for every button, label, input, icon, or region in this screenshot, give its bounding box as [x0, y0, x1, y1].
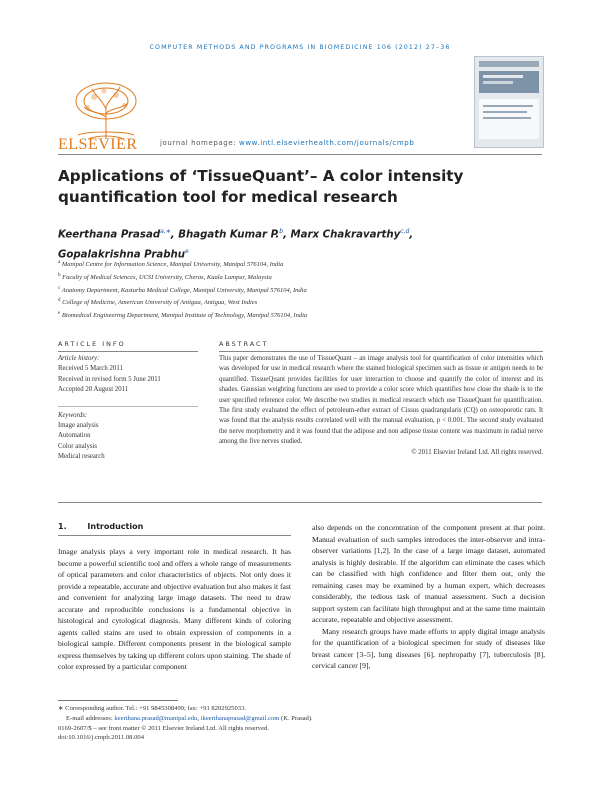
author-1: Keerthana Prasad — [58, 229, 161, 241]
abstract-body — [219, 354, 543, 458]
info-rule — [58, 351, 198, 352]
author-1-affil[interactable]: a,∗ — [160, 228, 171, 235]
keyword-item: Automation — [58, 432, 91, 440]
email-label: E-mail addresses: — [66, 714, 115, 722]
affiliation-item: $^c$ Anatomy Department, Kasturba Medical College, Manipal University, Manipal 576104, India — [58, 285, 307, 294]
email-link-2[interactable]: ikeerthanaprasad@gmail.com — [200, 714, 280, 722]
affiliations — [58, 258, 538, 322]
footnotes: ∗ Corresponding author. Tel.: +91 9845308499; fax: +91 8202925033. E-mail addresses: keerthana.prasad@manipal.edu, ikeerthanaprasad@gmail.com (K. Prasad). 0169-2607/$ – see front matter © 2011 Elsevier Ireland Ltd. All rights reserved. doi:10.1016/j.cmpb.2011.08.004 — [58, 700, 542, 743]
title-line-2: quantification tool for medical research — [58, 188, 398, 206]
history-item: Received 5 March 2011 — [58, 365, 123, 373]
keyword-item: Color analysis — [58, 442, 98, 450]
affiliation-item: $^d$ College of Medicine, American University of Antigua, Antigua, West Indies — [58, 298, 258, 307]
section-rule — [58, 535, 291, 536]
intro-left-column: Image analysis plays a very important role in medical research. It has become a powerful scientific tool and offers a whole range of measurements of optical parameters and color characteristics of objects. Not only does it provide a repeatable, accurate and objective evaluation but also makes it fast and convenient for analyzing large image datasets. The need to draw accurate and reproducible conclusions is a fundamental objective in histological and cytological diagnosis. Many different kinds of coloring agents called stains are used to obtain expression of components in a biological sample. Different components present in the biological sample express themselves by taking up different colors upon staining. The shade of color expressed by a particular component — [58, 547, 291, 671]
journal-homepage — [160, 139, 414, 147]
corresponding-author-note: ∗ Corresponding author. Tel.: +91 9845308499; fax: +91 8202925033. — [58, 705, 247, 712]
author-2: Bhagath Kumar P. — [178, 229, 280, 241]
intro-right-column — [312, 522, 545, 672]
keywords-label: Keywords: — [58, 411, 88, 419]
history-item: Received in revised form 5 June 2011 — [58, 375, 161, 383]
affiliation-item: $^b$ Faculty of Medical Sciences, UCSI University, Cheras, Kuala Lumpur, Malaysia — [58, 272, 272, 281]
affiliation-item: $^e$ Biomedical Engineering Department, Manipal Institute of Technology, Manipal 576104, India — [58, 311, 308, 320]
article-title — [58, 166, 528, 208]
homepage-url[interactable]: www.intl.elsevierhealth.com/journals/cmpb — [239, 139, 415, 147]
section-number: 1. — [58, 522, 67, 531]
keyword-item: Image analysis — [58, 422, 99, 430]
author-list: Keerthana Prasad$^{a,∗}$, Bhagath Kumar P.$^b$, Marx Chakravarthy$^{c,d}$, Gopalakrishna Prabhu$^e$ — [58, 228, 414, 261]
abstract-header: ABSTRACT — [219, 340, 269, 348]
homepage-label: journal homepage: — [160, 139, 240, 147]
section-heading — [58, 522, 143, 531]
abstract-text: This paper demonstrates the use of TissueQuant – an image analysis tool for quantification of color intensities which was developed for use in medical research where the stained biological specimen such as tissue or antigen needs to be quantified. TissueQuant provides facilities for user interaction to choose and quantify the color of interest and its shades. Gaussian weighting functions are used to provide a color score which quantifies how close the shade is to the user specified reference color. We describe two studies in medical research which use TissueQuant for quantification. The first study evaluated the effect of petroleum-ether extract of Cissus quadrangularis (CQ) on osteoporotic rats. It was found that the analysis results correlated well with the manual evaluation, p < 0.001. The second study evaluated the nerve morphometry and it was found that the adipose and non adipose tissue content was maximum in radial nerve among the five nerves studied. — [219, 355, 543, 446]
journal-cover-thumbnail — [474, 56, 544, 148]
author-3: Marx Chakravarthy — [290, 229, 401, 241]
article-info-header: ARTICLE INFO — [58, 340, 126, 348]
title-line-1: Applications of ‘TissueQuant’– A color intensity — [58, 167, 464, 185]
author-3-affil[interactable]: c,d — [400, 228, 410, 235]
history-item: Accepted 20 August 2011 — [58, 386, 129, 394]
intro-right-paragraph-2: Many research groups have made efforts to apply digital image analysis for the quantification of a biological specimen for study of diseases like breast cancer [3–5], lung diseases [6], nephropathy [7], tuberculosis [8], cervical cancer [9], — [312, 626, 545, 670]
journal-citation-line: COMPUTER METHODS AND PROGRAMS IN BIOMEDICINE 106 (2012) 27–36 — [149, 44, 451, 51]
issn-line: 0169-2607/$ – see front matter © 2011 Elsevier Ireland Ltd. All rights reserved. — [58, 724, 269, 732]
history-label: Article history: — [58, 355, 100, 362]
doi-line[interactable]: doi:10.1016/j.cmpb.2011.08.004 — [58, 734, 145, 742]
author-4: Gopalakrishna Prabhu — [58, 249, 186, 261]
email-link-1[interactable]: keerthana.prasad@manipal.edu — [114, 714, 198, 722]
author-4-affil[interactable]: e — [185, 248, 189, 256]
author-2-affil[interactable]: b — [279, 228, 284, 235]
abstract-rule — [219, 351, 543, 352]
abstract-copyright: © 2011 Elsevier Ireland Ltd. All rights reserved. — [411, 448, 543, 456]
abstract-bottom-rule — [58, 502, 542, 503]
header-rule — [58, 154, 542, 155]
article-info — [58, 354, 198, 463]
section-title: Introduction — [87, 522, 144, 531]
affiliation-item: $^a$ Manipal Centre for Information Science, Manipal University, Manipal 576104, India — [58, 260, 284, 269]
elsevier-logo-text: ELSEVIER — [58, 136, 138, 153]
keyword-item: Medical research — [58, 453, 105, 461]
intro-right-paragraph-1: also depends on the concentration of the component present at that point. Manual evaluation of such samples introduces the inter-observer and intra-observer variations [1,2]. In the case of a large image dataset, automated analysis is highly desirable. If the algorithm can eliminate the cases which can be classified with high confidence and filter them out, only the remaining cases may be examined by a human expert, which decreases considerably, the tedious task of manual assessment. Such a decision support system can facilitate high throughput and at the same time maintain accurate, repeatable and objective assessment. — [312, 523, 545, 624]
